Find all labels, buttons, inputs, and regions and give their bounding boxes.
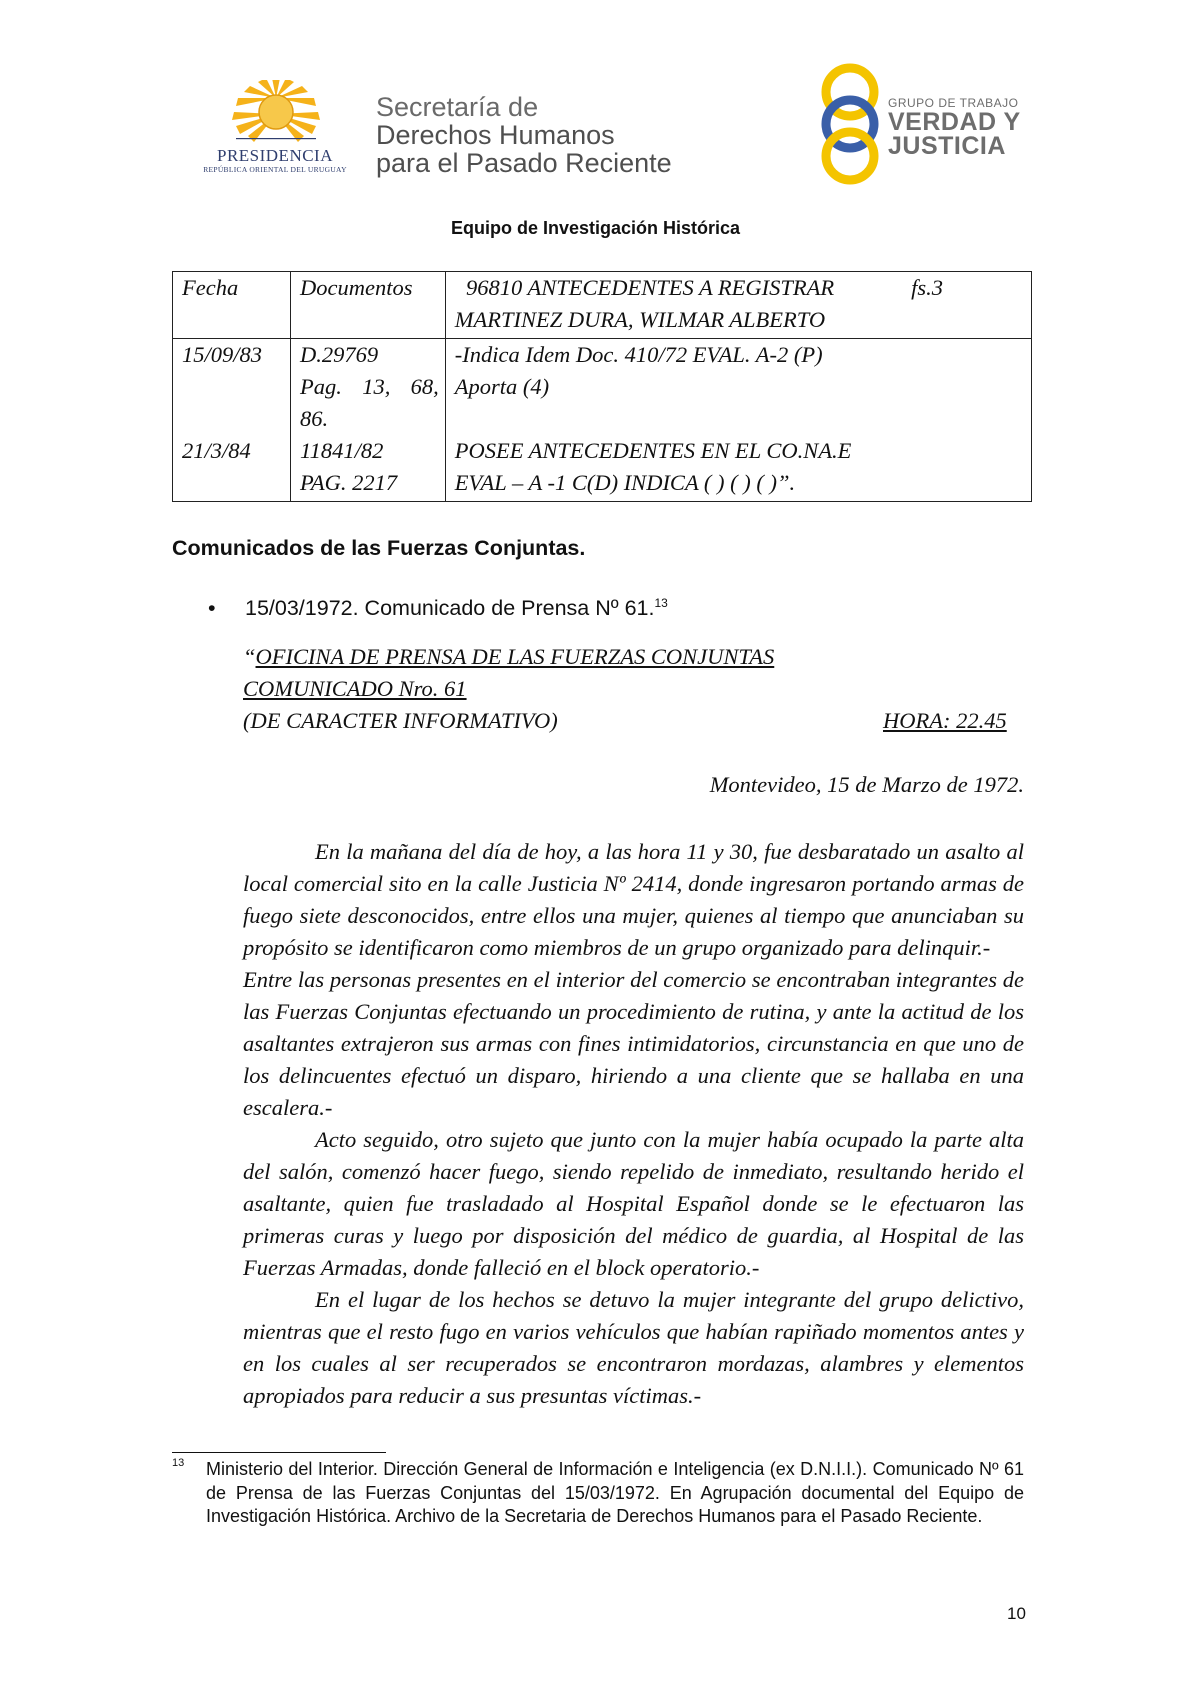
doc-line-2: Pag. 13, 68,: [300, 374, 439, 399]
doc-line-5: PAG. 2217: [300, 470, 398, 495]
secretaria-line-1: Secretaría de: [376, 92, 539, 122]
secretaria-line-3: para el Pasado Reciente: [376, 148, 672, 178]
footnote-number: 13: [172, 1457, 185, 1469]
record-number-line: 96810 ANTECEDENTES A REGISTRAR: [465, 275, 835, 300]
header-record-title: [445, 272, 1031, 339]
footnote-ref: 13: [654, 596, 668, 610]
desc-line-3: POSEE ANTECEDENTES EN EL CO.NA.E: [454, 438, 852, 463]
place-date: Montevideo, 15 de Marzo de 1972.: [709, 772, 1024, 797]
header-documentos: Documentos: [291, 272, 446, 339]
page-number: 10: [1007, 1604, 1026, 1623]
gtvj-line-3: JUSTICIA: [888, 132, 1006, 160]
secretaria-logo-text: [376, 93, 672, 177]
paragraph-2: Entre las personas presentes en el interior del comercio se encontraban integrantes de las Fuerzas Conjuntas efectuando un procedimiento de rutina, y ante la actitud de los asaltantes extrajeron sus armas con fines intimidatorios, circunstancia en que uno de los delincuentes efectuó un disparo, hiriendo a una cliente que se hallaba en una escalera.-: [243, 967, 1024, 1120]
gtvj-line-1: GRUPO DE TRABAJO: [888, 96, 1019, 110]
communique-line-1: [243, 644, 774, 670]
date-2: 21/3/84: [182, 438, 251, 463]
paragraph-1: En la mañana del día de hoy, a las hora 11 y 30, fue desbaratado un asalto al local comercial sito en la calle Justicia Nº 2414, donde ingresaron portando armas de fuego siete desconocidos, entre ellos una mujer, quienes al tiempo que anunciaban su propósito se identificaron como miembros de un grupo organizado para delinquir.-: [243, 839, 1024, 960]
desc-line-1: -Indica Idem Doc. 410/72 EVAL. A-2 (P): [454, 342, 823, 367]
gtvj-logo-text: [888, 96, 1021, 158]
presidencia-wordmark: PRESIDENCIA: [216, 146, 333, 165]
folio-label: fs.3: [911, 275, 943, 300]
bullet-text: 15/03/1972. Comunicado de Prensa Nº 61.: [245, 596, 655, 621]
gtvj-line-2: VERDAD Y: [888, 108, 1021, 136]
records-table: [172, 271, 1032, 502]
desc-line-4: EVAL – A -1 C(D) INDICA ( ) ( ) ( )”.: [454, 470, 796, 495]
paragraph-4: En el lugar de los hechos se detuvo la mujer integrante del grupo delictivo, mientras que el resto fugo en varios vehículos que habían rapiñado momentos antes y en los cuales al ser recuperados se encontraron mordazas, alambres y elementos apropiados para reducir a sus presuntas víctimas.-: [243, 1287, 1024, 1408]
record-name-line: MARTINEZ DURA, WILMAR ALBERTO: [454, 307, 826, 332]
communique-type: (DE CARACTER INFORMATIVO): [243, 708, 558, 733]
paragraph-3: Acto seguido, otro sujeto que junto con la mujer había ocupado la parte alta del salón, comenzó hacer fuego, siendo repelido de inmediato, resultando herido el asaltante, quien fue trasladado al Hospital Español donde se le efectuaron las primeras curas y luego por disposición del médico de guardia, al Hospital de las Fuerzas Armadas, donde falleció en el block operatorio.-: [243, 1127, 1024, 1280]
section-title: Comunicados de las Fuerzas Conjuntas.: [172, 536, 586, 560]
secretaria-line-2: Derechos Humanos: [376, 120, 615, 150]
description-cell: [445, 339, 1031, 502]
open-quote: “: [243, 644, 256, 669]
table-header-row: [173, 272, 1032, 339]
footnote-divider: [172, 1452, 386, 1453]
doc-line-1: D.29769: [300, 342, 379, 367]
footnote-text: Ministerio del Interior. Dirección General de Información e Inteligencia (ex D.N.I.I.). Comunicado Nº 61 de Prensa de las Fuerzas Conjuntas del 15/03/1972. En Agrupación documental del Equipo de Investigación Histórica. Archivo de la Secretaria de Derechos Humanos para el Pasado Reciente.: [206, 1459, 1024, 1526]
desc-line-2: Aporta (4): [454, 374, 550, 399]
communique-office: OFICINA DE PRENSA DE LAS FUERZAS CONJUNTAS: [255, 644, 775, 669]
doc-line-3: 86.: [300, 406, 329, 431]
bullet-item: [245, 596, 668, 621]
communique-body: [243, 836, 1024, 1412]
header-fecha: Fecha: [173, 272, 291, 339]
gtvj-rings-logo: [812, 62, 888, 186]
communique-number: COMUNICADO Nro. 61: [243, 676, 467, 701]
documents-cell: [291, 339, 446, 502]
team-heading: Equipo de Investigación Histórica: [450, 218, 741, 238]
republica-wordmark: REPÚBLICA ORIENTAL DEL URUGUAY: [203, 165, 347, 174]
doc-line-4: 11841/82: [300, 438, 384, 463]
date-1: 15/09/83: [182, 342, 263, 367]
communique-time: HORA: 22.45: [883, 708, 1007, 733]
dates-cell: [173, 339, 291, 502]
bullet-symbol: •: [208, 596, 216, 620]
table-row: [173, 339, 1032, 502]
